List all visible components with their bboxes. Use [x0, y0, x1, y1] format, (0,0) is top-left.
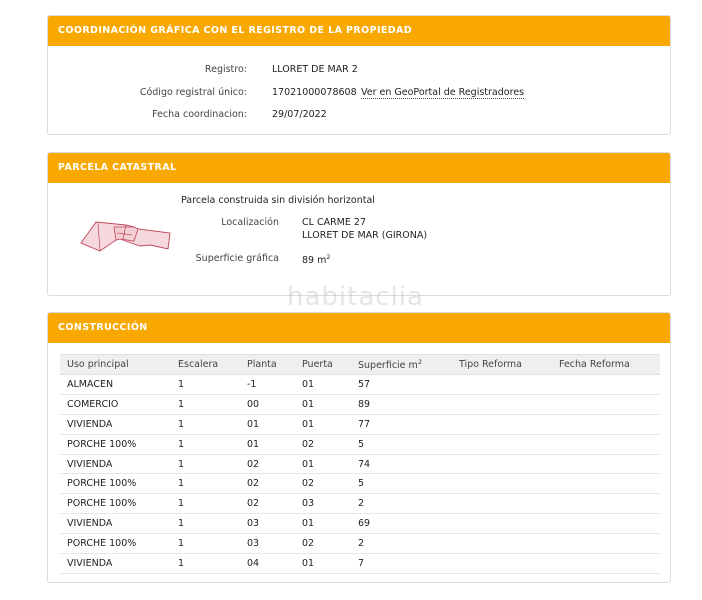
- table-row: [60, 454, 660, 474]
- cell-escalera: 1: [171, 514, 240, 534]
- cell-superficie: 69: [351, 514, 452, 534]
- cell-planta: -1: [240, 375, 295, 395]
- header-superficie-text: Superficie m: [358, 360, 418, 372]
- fecha-value: 29/07/2022: [272, 109, 327, 120]
- cell-uso: PORCHE 100%: [60, 534, 171, 554]
- cell-planta: 01: [240, 434, 295, 454]
- cell-puerta: 02: [295, 474, 351, 494]
- superficie-value: [302, 253, 331, 266]
- cell-puerta: 01: [295, 554, 351, 574]
- cell-planta: 02: [240, 454, 295, 474]
- cell-puerta: 01: [295, 454, 351, 474]
- localizacion-line1: CL CARME 27: [302, 217, 366, 228]
- header-escalera: Escalera: [171, 355, 240, 375]
- header-tipo-reforma: Tipo Reforma: [452, 355, 552, 375]
- cell-uso: COMERCIO: [60, 394, 171, 414]
- cell-uso: VIVIENDA: [60, 554, 171, 574]
- cell-fecha-reforma: [552, 394, 660, 414]
- cell-superficie: 89: [351, 394, 452, 414]
- cell-tipo-reforma: [452, 454, 552, 474]
- cell-planta: 04: [240, 554, 295, 574]
- superficie-value-text: 89 m: [302, 255, 327, 267]
- cell-uso: PORCHE 100%: [60, 434, 171, 454]
- cell-tipo-reforma: [452, 554, 552, 574]
- cell-escalera: 1: [171, 454, 240, 474]
- cell-superficie: 5: [351, 474, 452, 494]
- header-superficie: [351, 355, 452, 375]
- cell-escalera: 1: [171, 434, 240, 454]
- cell-escalera: 1: [171, 394, 240, 414]
- cell-uso: VIVIENDA: [60, 414, 171, 434]
- table-row: [60, 494, 660, 514]
- cell-planta: 03: [240, 534, 295, 554]
- cell-escalera: 1: [171, 554, 240, 574]
- cell-planta: 00: [240, 394, 295, 414]
- cell-tipo-reforma: [452, 434, 552, 454]
- cell-fecha-reforma: [552, 375, 660, 395]
- cell-planta: 02: [240, 494, 295, 514]
- cell-puerta: 01: [295, 394, 351, 414]
- cell-tipo-reforma: [452, 474, 552, 494]
- cell-uso: VIVIENDA: [60, 454, 171, 474]
- cell-fecha-reforma: [552, 414, 660, 434]
- codigo-label: Código registral único:: [139, 87, 247, 98]
- cell-uso: VIVIENDA: [60, 514, 171, 534]
- cell-escalera: 1: [171, 534, 240, 554]
- cell-fecha-reforma: [552, 514, 660, 534]
- parcela-tipo: Parcela construida sin división horizontal: [181, 195, 375, 206]
- cell-superficie: 2: [351, 494, 452, 514]
- cell-superficie: 77: [351, 414, 452, 434]
- construccion-title: CONSTRUCCIÓN: [48, 313, 670, 343]
- parcela-title: PARCELA CATASTRAL: [48, 153, 670, 183]
- table-row: [60, 434, 660, 454]
- table-row: [60, 474, 660, 494]
- cell-fecha-reforma: [552, 554, 660, 574]
- codigo-value: 17021000078608: [272, 87, 357, 98]
- table-row: [60, 375, 660, 395]
- cell-tipo-reforma: [452, 414, 552, 434]
- cell-tipo-reforma: [452, 534, 552, 554]
- header-fecha-reforma: Fecha Reforma: [552, 355, 660, 375]
- superficie-label: Superficie gráfica: [195, 253, 279, 264]
- cell-escalera: 1: [171, 494, 240, 514]
- cell-puerta: 01: [295, 414, 351, 434]
- header-puerta: Puerta: [295, 355, 351, 375]
- header-planta: Planta: [240, 355, 295, 375]
- cell-tipo-reforma: [452, 394, 552, 414]
- registro-label: Registro:: [204, 64, 247, 75]
- cell-escalera: 1: [171, 375, 240, 395]
- cell-uso: PORCHE 100%: [60, 474, 171, 494]
- table-row: [60, 554, 660, 574]
- localizacion-line2: LLORET DE MAR (GIRONA): [302, 230, 428, 241]
- cell-fecha-reforma: [552, 454, 660, 474]
- cell-fecha-reforma: [552, 474, 660, 494]
- superficie-unit-sup: 2: [326, 253, 331, 261]
- construccion-panel: [47, 312, 671, 583]
- localizacion-label: Localización: [221, 217, 279, 228]
- header-superficie-sup: 2: [417, 357, 422, 366]
- cell-fecha-reforma: [552, 434, 660, 454]
- coordinacion-panel: [47, 15, 671, 135]
- cell-superficie: 7: [351, 554, 452, 574]
- geoportal-link[interactable]: Ver en GeoPortal de Registradores: [361, 87, 525, 98]
- construccion-table: [60, 354, 660, 574]
- cell-escalera: 1: [171, 414, 240, 434]
- cell-puerta: 02: [295, 434, 351, 454]
- table-header-row: [60, 355, 660, 375]
- cell-planta: 02: [240, 474, 295, 494]
- cell-tipo-reforma: [452, 514, 552, 534]
- table-row: [60, 394, 660, 414]
- registro-value: LLORET DE MAR 2: [272, 64, 358, 75]
- header-uso: Uso principal: [60, 355, 171, 375]
- coordinacion-title: COORDINACIÓN GRÁFICA CON EL REGISTRO DE LA PROPIEDAD: [48, 16, 670, 46]
- cell-puerta: 03: [295, 494, 351, 514]
- cell-planta: 03: [240, 514, 295, 534]
- cell-fecha-reforma: [552, 534, 660, 554]
- cell-puerta: 02: [295, 534, 351, 554]
- cell-superficie: 74: [351, 454, 452, 474]
- fecha-label: Fecha coordinacion:: [152, 109, 247, 120]
- cell-superficie: 5: [351, 434, 452, 454]
- cell-puerta: 01: [295, 375, 351, 395]
- table-row: [60, 414, 660, 434]
- cell-fecha-reforma: [552, 494, 660, 514]
- cell-uso: PORCHE 100%: [60, 494, 171, 514]
- watermark-logo: habitaclia: [287, 282, 424, 312]
- parcel-map-image[interactable]: [78, 217, 178, 267]
- cell-uso: ALMACEN: [60, 375, 171, 395]
- cell-escalera: 1: [171, 474, 240, 494]
- cell-puerta: 01: [295, 514, 351, 534]
- cell-superficie: 57: [351, 375, 452, 395]
- cell-tipo-reforma: [452, 375, 552, 395]
- table-row: [60, 534, 660, 554]
- parcela-panel: [47, 152, 671, 296]
- table-body: [60, 375, 660, 574]
- cell-tipo-reforma: [452, 494, 552, 514]
- cell-planta: 01: [240, 414, 295, 434]
- table-row: [60, 514, 660, 534]
- cell-superficie: 2: [351, 534, 452, 554]
